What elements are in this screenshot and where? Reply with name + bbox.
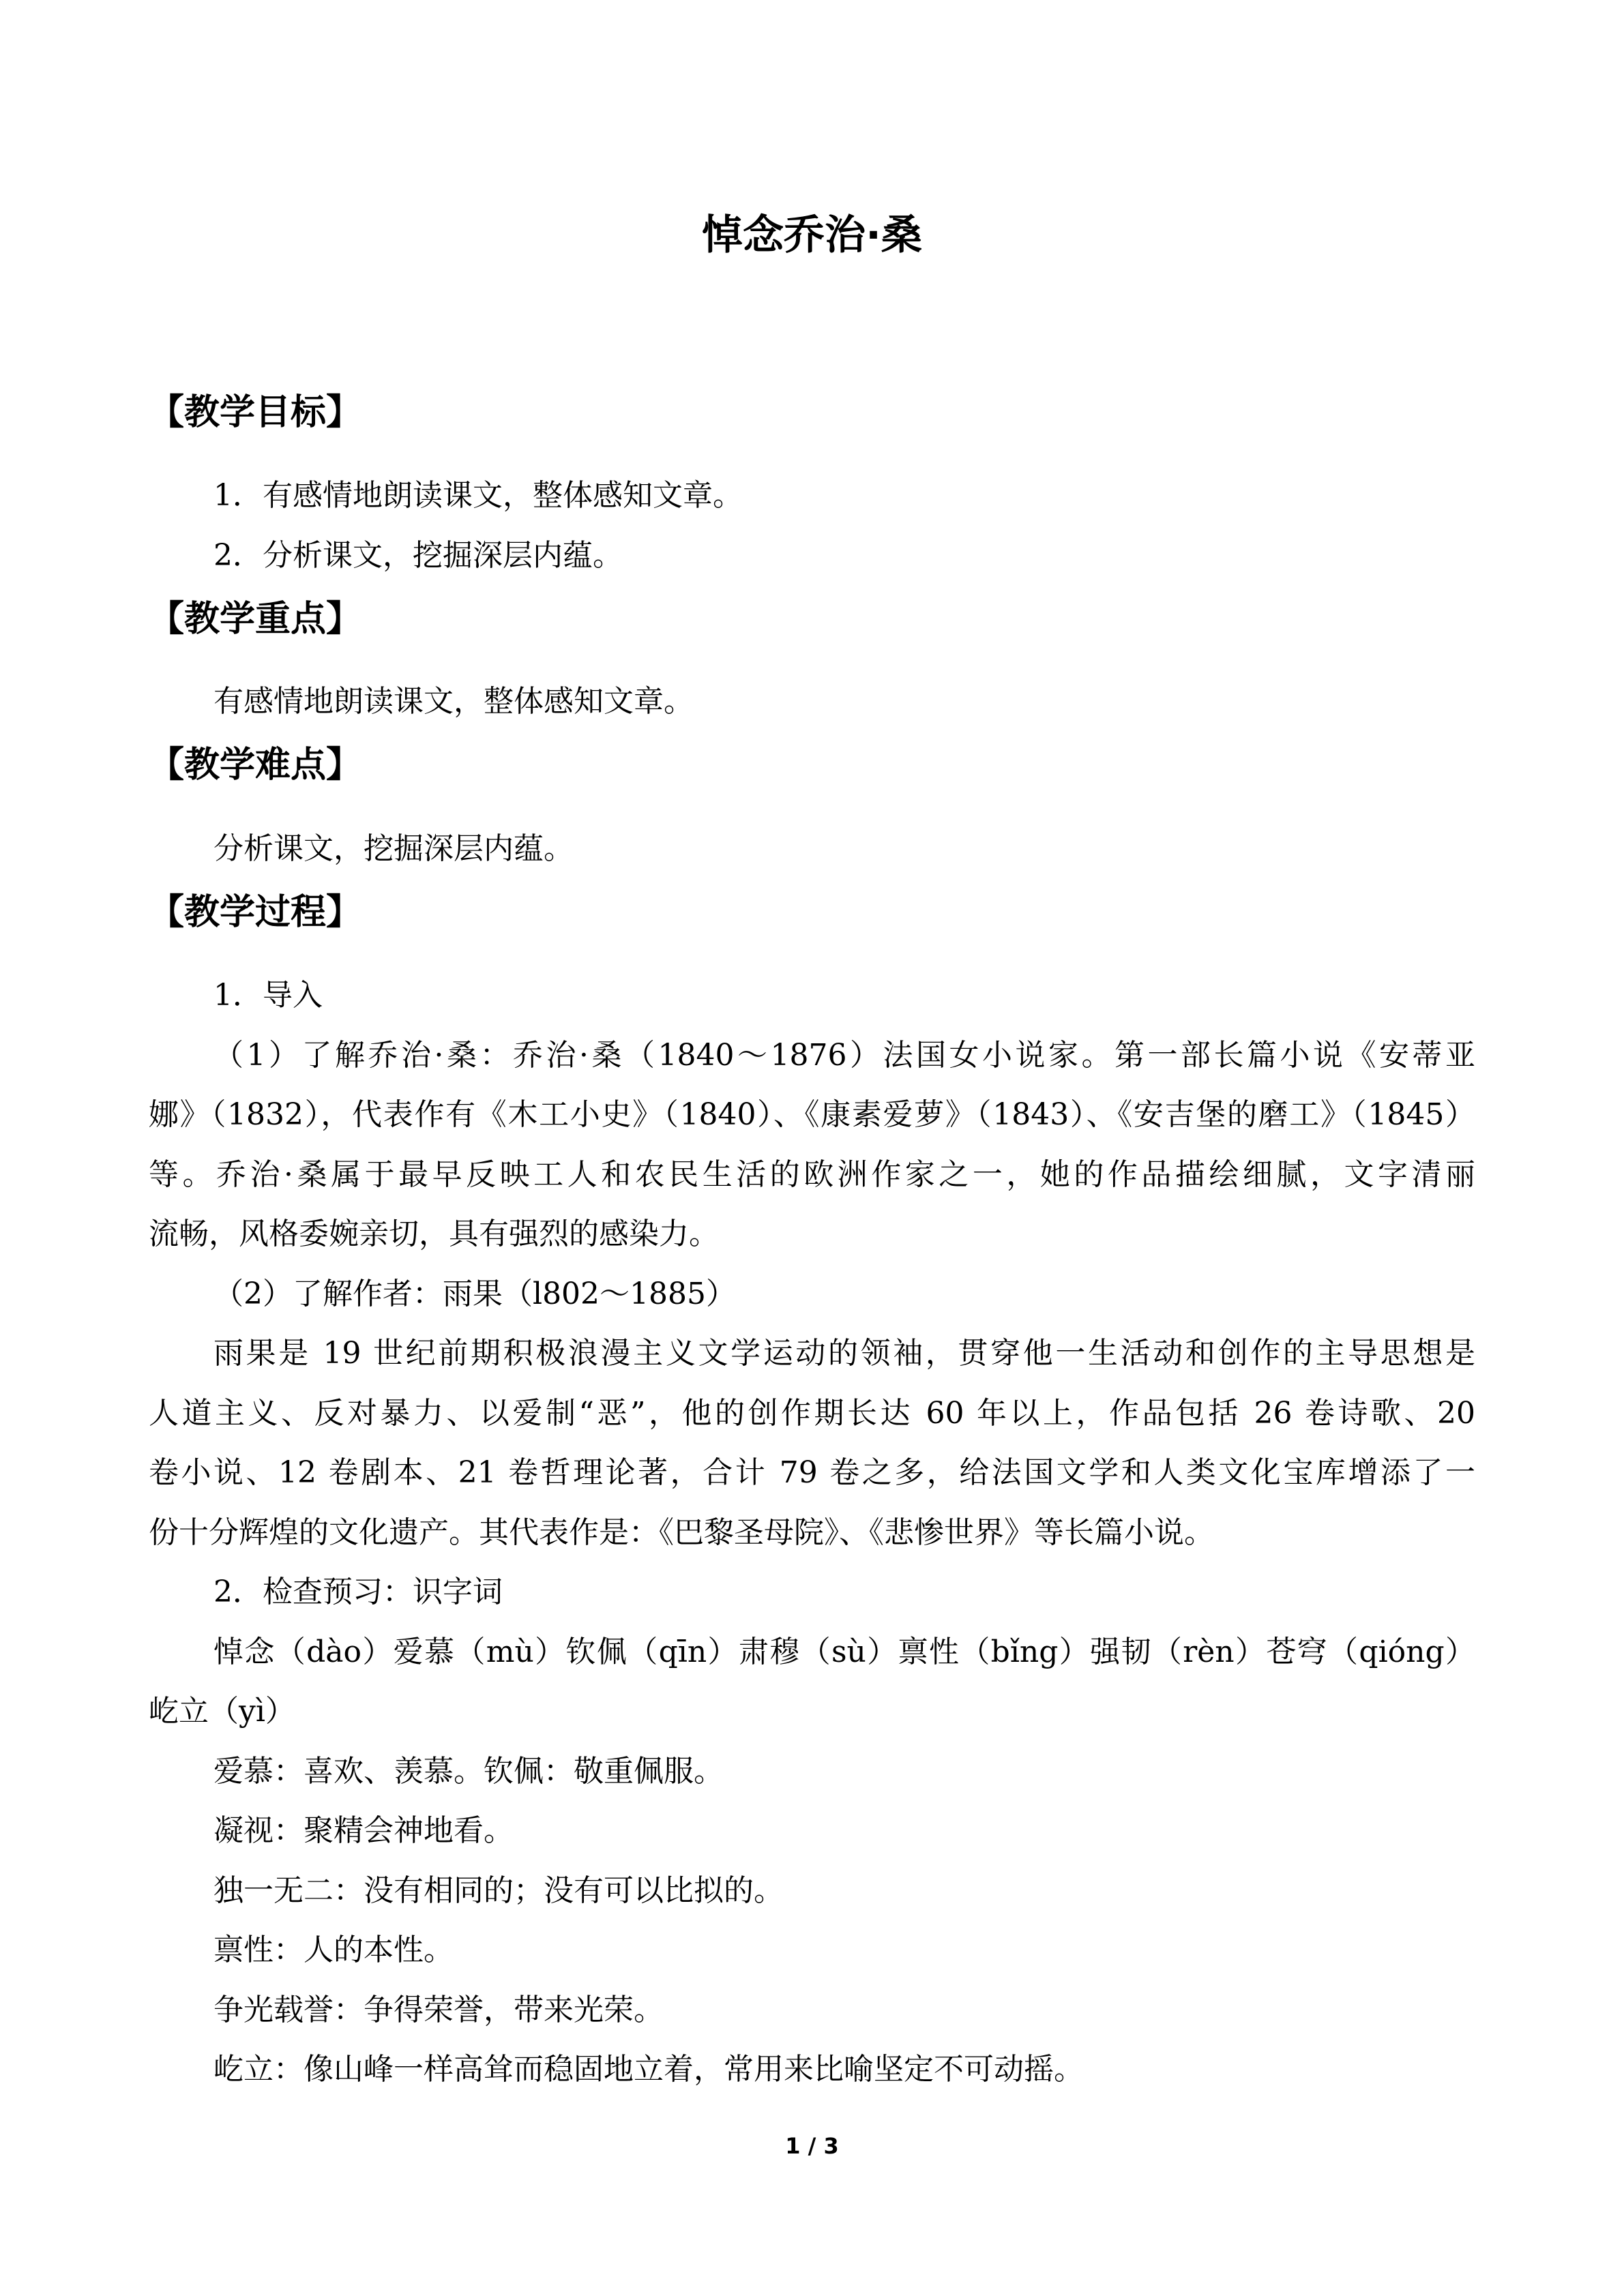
definition-item: 禀性：人的本性。 xyxy=(213,1933,454,1967)
difficulty-text: 分析课文，挖掘深层内蕴。 xyxy=(213,831,574,866)
document-title: 悼念乔治·桑 xyxy=(702,211,922,259)
step-1-title: 1．导入 xyxy=(213,978,323,1013)
definition-item: 独一无二：没有相同的；没有可以比拟的。 xyxy=(213,1873,784,1908)
section-heading-goals: 【教学目标】 xyxy=(149,392,362,433)
sand-paragraph-line-4: 流畅，风格委婉亲切，具有强烈的感染力。 xyxy=(149,1217,719,1251)
definition-item: 屹立：像山峰一样高耸而稳固地立着，常用来比喻坚定不可动摇。 xyxy=(213,2052,1084,2087)
pinyin-line-2: 屹立（yì） xyxy=(149,1694,295,1729)
hugo-paragraph-line-1: 雨果是 19 世纪前期积极浪漫主义文学运动的领袖，贯穿他一生活动和创作的主导思想是 xyxy=(213,1336,1475,1371)
pinyin-line-1: 悼念（dào）爱慕（mù）钦佩（qīn）肃穆（sù）禀性（bǐng）强韧（rèn）苍穹（qióng） xyxy=(213,1635,1475,1669)
step-2-title: 2．检查预习：识字词 xyxy=(213,1575,503,1609)
section-heading-focus: 【教学重点】 xyxy=(149,599,362,640)
hugo-title: （2）了解作者：雨果（l802～1885） xyxy=(213,1277,737,1311)
definition-item: 爱慕：喜欢、羡慕。钦佩：敬重佩服。 xyxy=(213,1754,724,1789)
section-heading-process: 【教学过程】 xyxy=(149,892,362,933)
sand-paragraph-line-2: 娜》（1832），代表作有《木工小史》（1840）、《康素爱萝》（1843）、《安吉堡的磨工》（1845） xyxy=(149,1097,1475,1132)
page-number: 1 / 3 xyxy=(785,2133,839,2159)
goal-item-2: 2．分析课文，挖掘深层内蕴。 xyxy=(213,538,623,573)
goal-item-1: 1．有感情地朗读课文，整体感知文章。 xyxy=(213,478,743,513)
hugo-paragraph-line-2: 人道主义、反对暴力、以爱制“恶”，他的创作期长达 60 年以上，作品包括 26 卷诗歌、20 xyxy=(149,1396,1475,1431)
hugo-paragraph-line-4: 份十分辉煌的文化遗产。其代表作是：《巴黎圣母院》、《悲惨世界》等长篇小说。 xyxy=(149,1515,1214,1550)
hugo-paragraph-line-3: 卷小说、12 卷剧本、21 卷哲理论著，合计 79 卷之多，给法国文学和人类文化宝库增添了一 xyxy=(149,1455,1475,1490)
section-heading-difficulty: 【教学难点】 xyxy=(149,745,362,786)
definition-item: 争光载誉：争得荣誉，带来光荣。 xyxy=(213,1993,664,2027)
focus-text: 有感情地朗读课文，整体感知文章。 xyxy=(213,684,694,719)
sand-paragraph-line-3: 等。乔治·桑属于最早反映工人和农民生活的欧洲作家之一，她的作品描绘细腻，文字清丽 xyxy=(149,1157,1475,1192)
sand-paragraph-line-1: （1）了解乔治·桑：乔治·桑（1840～1876）法国女小说家。第一部长篇小说《安蒂亚 xyxy=(213,1038,1475,1073)
definition-item: 凝视：聚精会神地看。 xyxy=(213,1813,514,1848)
